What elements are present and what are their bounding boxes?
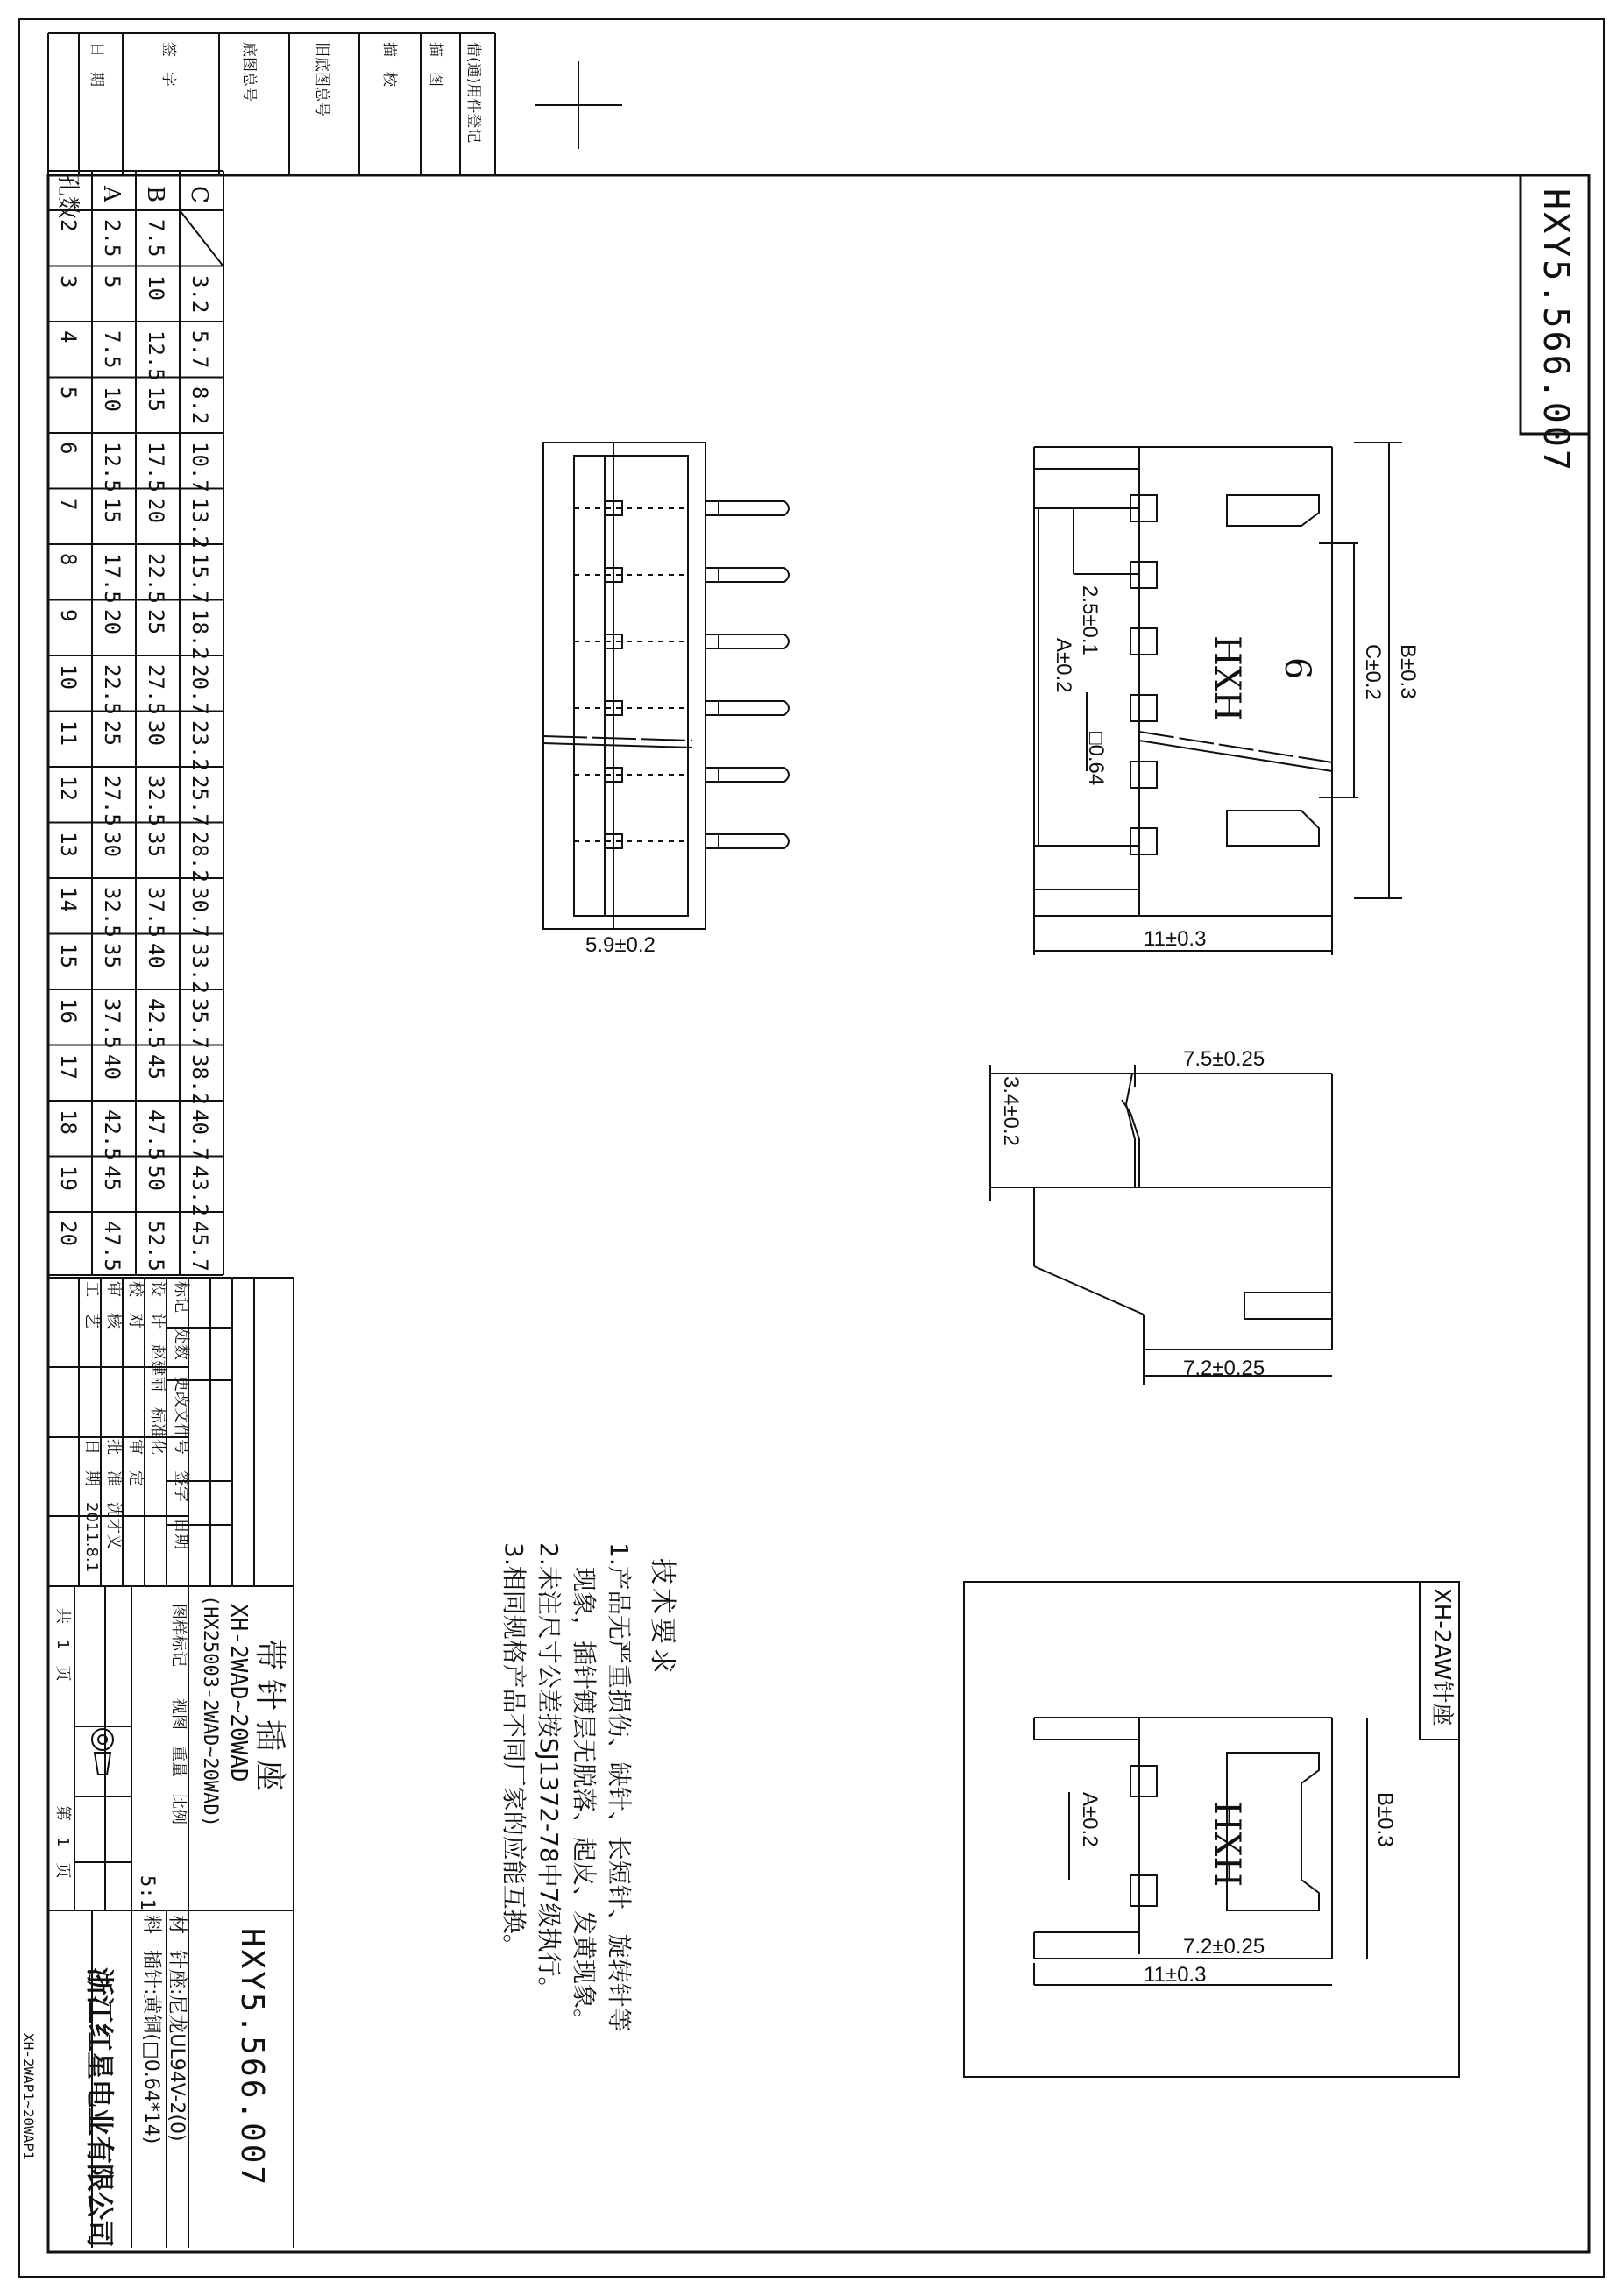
projection-symbol: [92, 1729, 113, 1750]
hole-table-cell: 8.2: [188, 386, 212, 424]
hole-table-cell: 5.7: [188, 330, 212, 369]
hole-table-cell: 27.5: [100, 776, 124, 826]
hole-table-cell: 40: [100, 1053, 124, 1080]
hole-table-cell: 47.5: [144, 1109, 168, 1160]
hole-table-cell: 30.7: [188, 887, 212, 938]
note-2: 2.未注尺寸公差按SJ1372-78中7级执行。: [535, 1542, 563, 2002]
hole-table-cell: 37.5: [144, 887, 168, 938]
hole-table-cell: 30: [144, 719, 168, 746]
hole-table-cell: 10: [56, 664, 81, 690]
hole-table-cell: 12: [56, 776, 81, 801]
dim-side-width: 5.9±0.2: [585, 933, 656, 957]
hole-table-cell: 33.2: [188, 942, 212, 994]
hole-table-cell: 25.7: [188, 776, 212, 826]
hole-table-cell: 20: [144, 497, 168, 523]
hole-table-row-header: A: [98, 186, 124, 202]
part-model-sub: (HX25003-2WAD~20WAD): [199, 1595, 221, 1827]
hole-table-cell: 10: [100, 386, 124, 412]
hole-table-cell: 32.5: [100, 887, 124, 938]
hole-table-cell: 20: [56, 1221, 81, 1246]
strip-label: 描 校: [380, 42, 398, 87]
hole-table-cell: 19: [56, 1165, 81, 1191]
hole-table-cell: 14: [56, 887, 81, 912]
hole-table-cell: 12.5: [100, 442, 124, 493]
hole-table-cell: 17.5: [100, 553, 124, 604]
hole-table-row-header: C: [186, 186, 212, 203]
hole-table-cell: 28.2: [188, 831, 212, 882]
note-1b: 现象，插针镀层无脱落、起皮、发黄现象。: [570, 1542, 599, 2034]
drawing-number: HXY5.566.007: [1535, 188, 1576, 473]
scale-value: 5:1: [136, 1875, 158, 1910]
hole-table-cell: 13.2: [188, 497, 212, 549]
strip-label: 签 字: [159, 42, 177, 87]
material-label: 材: [166, 1915, 188, 1935]
dim-inset-b: B±0.3: [1373, 1792, 1397, 1847]
material-2: 插针:黄铜(□0.64*14): [140, 1950, 162, 2144]
hole-table-cell: 3: [56, 274, 81, 287]
hole-table-cell: 40: [144, 942, 168, 968]
hole-table-cell: 11: [56, 719, 81, 746]
hole-table-cell: 35: [144, 831, 168, 857]
top-left-strip: [48, 33, 622, 175]
row-check: 校 对 审 定: [126, 1281, 145, 1486]
hole-table-cell: 38.2: [188, 1053, 212, 1105]
hole-table-cell: 20.7: [188, 664, 212, 715]
hole-table-cell: 6: [56, 442, 81, 455]
hole-table-cell: 35: [100, 942, 124, 968]
hole-table-cell: 23.2: [188, 719, 212, 771]
hole-table-cell: 7: [56, 497, 81, 510]
sheet-no: 第 1 页: [53, 1805, 72, 1879]
dim-inset-11: 11±0.3: [1144, 1963, 1207, 1987]
strip-label: 旧底图总号: [313, 42, 330, 117]
hole-table-cell: 5: [56, 386, 81, 399]
hole-table-cell: 32.5: [144, 776, 168, 826]
note-1: 1.产品无严重损伤、缺针、长短针、旋转针等: [605, 1542, 634, 2032]
hole-table-cell: 27.5: [144, 664, 168, 715]
hole-table-row-header: 孔数: [54, 174, 81, 220]
company-name: 浙江红星电业有限公司: [83, 1967, 117, 2249]
hole-table-cell: 37.5: [100, 998, 124, 1049]
section-view: [990, 1065, 1332, 1385]
hole-table-cell: 2: [56, 219, 81, 232]
hole-table-cell: 9: [56, 608, 81, 621]
hole-table-cell: 42.5: [144, 998, 168, 1049]
dim-pitch: 2.5±0.1: [1078, 585, 1102, 655]
dim-inset-a: A±0.2: [1078, 1792, 1102, 1847]
hole-table-cell: 3.2: [188, 274, 212, 313]
strip-label: 底图总号: [240, 42, 258, 102]
note-3: 3.相同规格产品不同厂家的应能互换。: [500, 1542, 528, 1959]
hole-table-cell: 13: [56, 831, 81, 857]
row-design: 设 计 赵建丽 标准化: [148, 1281, 167, 1455]
hole-table-cell: 12.5: [144, 330, 168, 381]
part-title: 带针插座: [252, 1639, 287, 1801]
part-model: XH-2WAD~20WAD: [225, 1604, 252, 1782]
hole-table-cell: 15.7: [188, 553, 212, 604]
hole-table-cell: 18.2: [188, 608, 212, 660]
hole-table-cell: 45: [144, 1053, 168, 1080]
hole-table-cell: 52.5: [144, 1221, 168, 1272]
dim-top-length: 7.5±0.25: [1183, 1047, 1265, 1071]
dim-height: 3.4±0.2: [999, 1076, 1023, 1146]
hole-table-cell: 30: [100, 831, 124, 857]
hole-table-cell: 7.5: [100, 330, 124, 369]
hole-table-row-header: B: [142, 186, 168, 203]
hole-table-cell: 45: [100, 1165, 124, 1191]
dim-pin-square: □0.64: [1084, 732, 1108, 786]
hole-table-cell: 20: [100, 608, 124, 634]
material-1: 针座:尼龙UL94V-2(0): [166, 1950, 188, 2142]
dim-bottom-length: 7.2±0.25: [1183, 1357, 1265, 1380]
side-reference: XH-2WAP1~20WAP1: [20, 2033, 37, 2160]
side-view: [543, 443, 789, 929]
hole-table-cell: 40.7: [188, 1109, 212, 1160]
hole-table-cell: 35.7: [188, 998, 212, 1049]
hole-table-cell: 22.5: [100, 664, 124, 715]
row-process: 工 艺 日 期 2011.8.1: [82, 1281, 101, 1573]
dim-a: A±0.2: [1052, 638, 1075, 693]
strip-label: 借(通)用件登记: [464, 42, 482, 144]
hole-table-cell: 8: [56, 553, 81, 566]
hole-table-cell: 25: [100, 719, 124, 746]
hole-table-cell: 15: [144, 386, 168, 412]
dim-c: C±0.2: [1361, 644, 1385, 700]
dim-inset-72: 7.2±0.25: [1183, 1935, 1265, 1959]
hole-table-cell: 16: [56, 998, 81, 1024]
inset-brand-mark: HXH: [1207, 1801, 1247, 1888]
dim-front-width: 11±0.3: [1144, 927, 1207, 951]
strip-label: 描 图: [427, 42, 444, 87]
hole-table-cell: 45.7: [188, 1221, 212, 1272]
hole-table-cell: 43.2: [188, 1165, 212, 1216]
stage-labels: 图样标记 视图 重量 比例: [169, 1604, 188, 1825]
hole-table-cell: 17: [56, 1053, 81, 1080]
hole-table-cell: 10: [144, 274, 168, 301]
rev-header: 标记 处数 更改文件号 签字 日期: [172, 1281, 190, 1549]
notes-heading: 技术要求: [647, 1558, 677, 1677]
hole-table-cell: 4: [56, 330, 81, 344]
material-label-2: 料: [140, 1915, 162, 1935]
hole-table-cell: 42.5: [100, 1109, 124, 1160]
inset-title: XH-2AW针座: [1428, 1588, 1455, 1726]
inner-border: [48, 175, 1589, 2252]
title-drawing-number: HXY5.566.007: [234, 1928, 270, 2188]
hole-table-cell: 17.5: [144, 442, 168, 493]
hole-table-cell: 10.7: [188, 442, 212, 493]
hole-table-cell: 22.5: [144, 553, 168, 604]
hole-table-cell: 50: [144, 1165, 168, 1191]
brand-mark: HXH: [1207, 635, 1247, 722]
hole-table-cell: 5: [100, 274, 124, 287]
sheets-total: 共 1 页: [53, 1608, 72, 1682]
hole-table-cell: 25: [144, 608, 168, 634]
row-review: 审 核 批 准 沈才义: [104, 1281, 123, 1549]
dim-b: B±0.3: [1396, 644, 1420, 699]
hole-table-cell: 7.5: [144, 219, 168, 258]
hole-table-cell: 2.5: [100, 219, 124, 258]
hole-table-cell: 15: [100, 497, 124, 523]
hole-table-cell: 47.5: [100, 1221, 124, 1272]
strip-label: 日 期: [88, 42, 105, 87]
hole-table-cell: 18: [56, 1109, 81, 1135]
pin-count-mark: 6: [1277, 657, 1317, 680]
hole-table-cell: 15: [56, 942, 81, 968]
